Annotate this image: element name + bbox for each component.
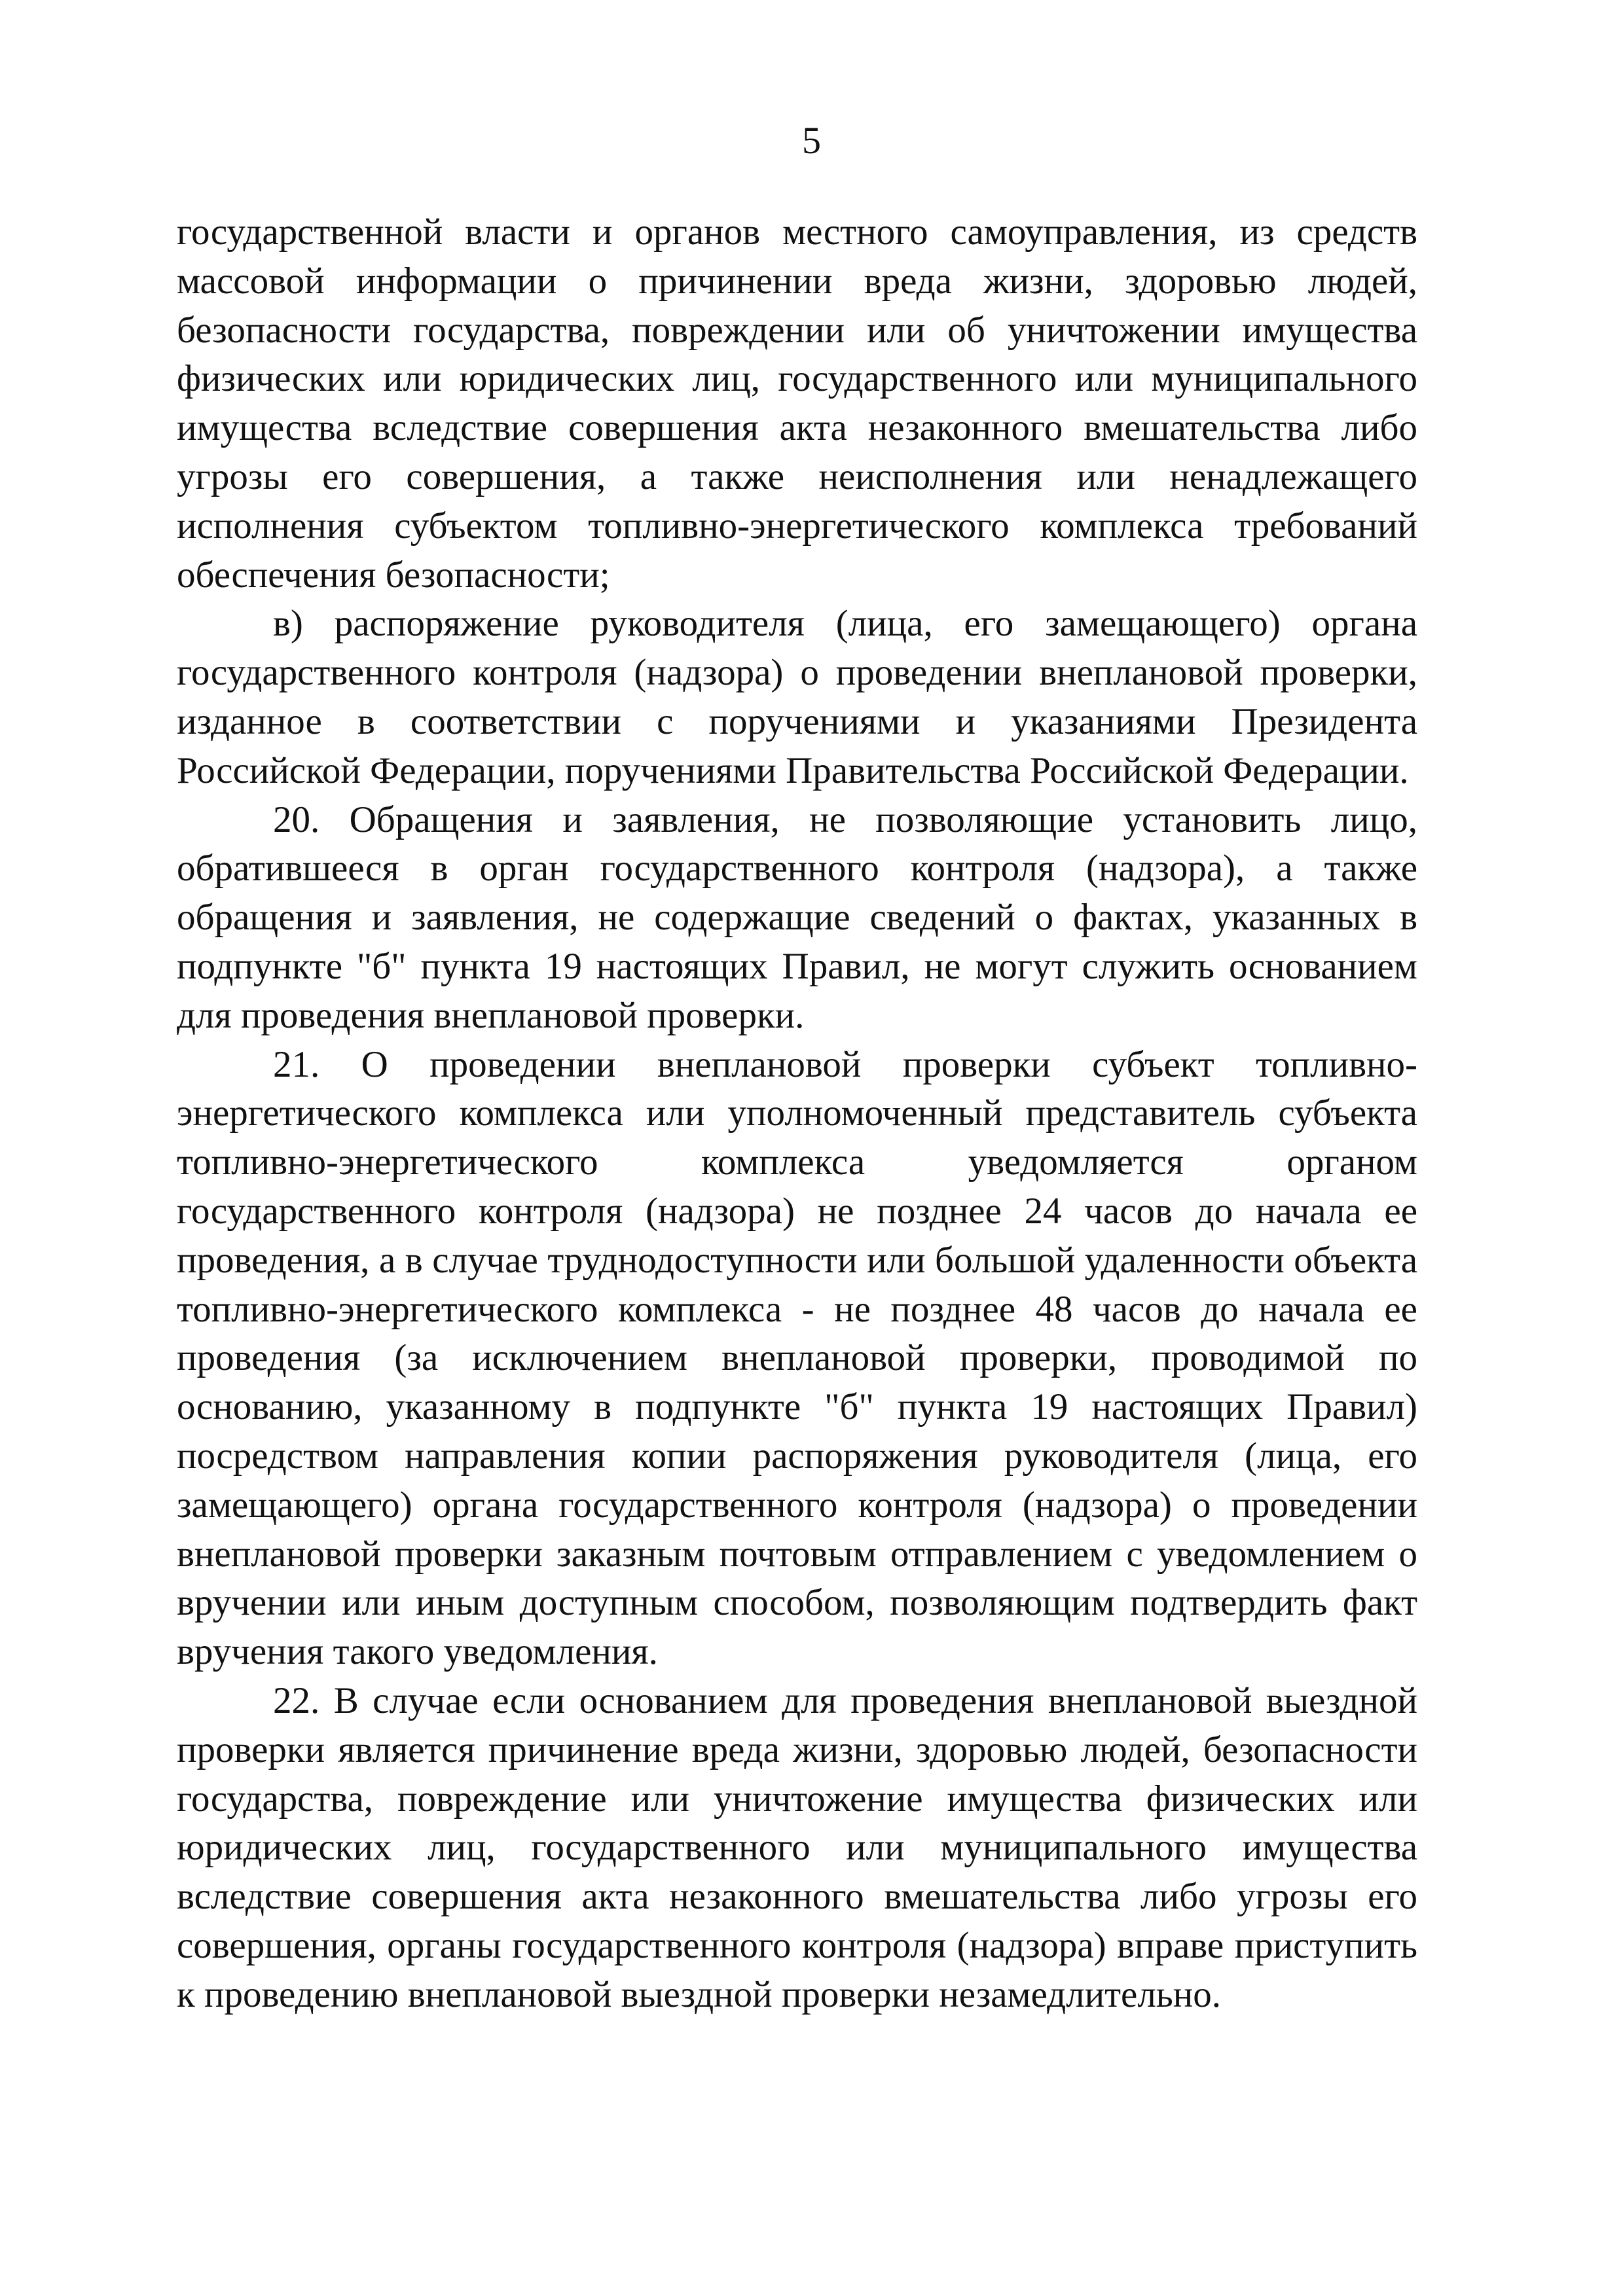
- paragraph-subitem-v: в) распоряжение руководителя (лица, его замещающего) органа государственного контроля (надзора) о проведении внеплановой проверки, изданное в соответствии с поручениями и указаниями Президента Российской Федерации, поручениями Правительства Российской Федерации.: [177, 603, 1417, 791]
- paragraph-item-20: 20. Обращения и заявления, не позволяющие установить лицо, обратившееся в орган государственного контроля (надзора), а также обращения и заявления, не содержащие сведений о фактах, указанных в подпункте "б" пункта 19 настоящих Правил, не могут служить основанием для проведения внеплановой проверки.: [177, 798, 1417, 1036]
- paragraph-continuation: государственной власти и органов местного самоуправления, из средств массовой информации о причинении вреда жизни, здоровью людей, безопасности государства, повреждении или об уничтожении имущества физических или юридических лиц, государственного или муниципального имущества вследствие совершения акта незаконного вмешательства либо угрозы его совершения, а также неисполнения или ненадлежащего исполнения субъектом топливно-энергетического комплекса требований обеспечения безопасности;: [177, 211, 1417, 596]
- paragraph-item-21: 21. О проведении внеплановой проверки субъект топливно-энергетического комплекса или уполномоченный представитель субъекта топливно-энергетического комплекса уведомляется органом государственного контроля (надзора) не позднее 24 часов до начала ее проведения, а в случае труднодоступности или большой удаленности объекта топливно-энергетического комплекса - не позднее 48 часов до начала ее проведения (за исключением внеплановой проверки, проводимой по основанию, указанному в подпункте "б" пункта 19 настоящих Правил) посредством направления копии распоряжения руководителя (лица, его замещающего) органа государственного контроля (надзора) о проведении внеплановой проверки заказным почтовым отправлением с уведомлением о вручении или иным доступным способом, позволяющим подтвердить факт вручения такого уведомления.: [177, 1043, 1417, 1673]
- document-body: [177, 208, 1417, 2019]
- paragraph-item-22: 22. В случае если основанием для проведения внеплановой выездной проверки является причинение вреда жизни, здоровью людей, безопасности государства, повреждение или уничтожение имущества физических или юридических лиц, государственного или муниципального имущества вследствие совершения акта незаконного вмешательства либо угрозы его совершения, органы государственного контроля (надзора) вправе приступить к проведению внеплановой выездной проверки незамедлительно.: [177, 1679, 1417, 2015]
- page-number: 5: [802, 119, 821, 162]
